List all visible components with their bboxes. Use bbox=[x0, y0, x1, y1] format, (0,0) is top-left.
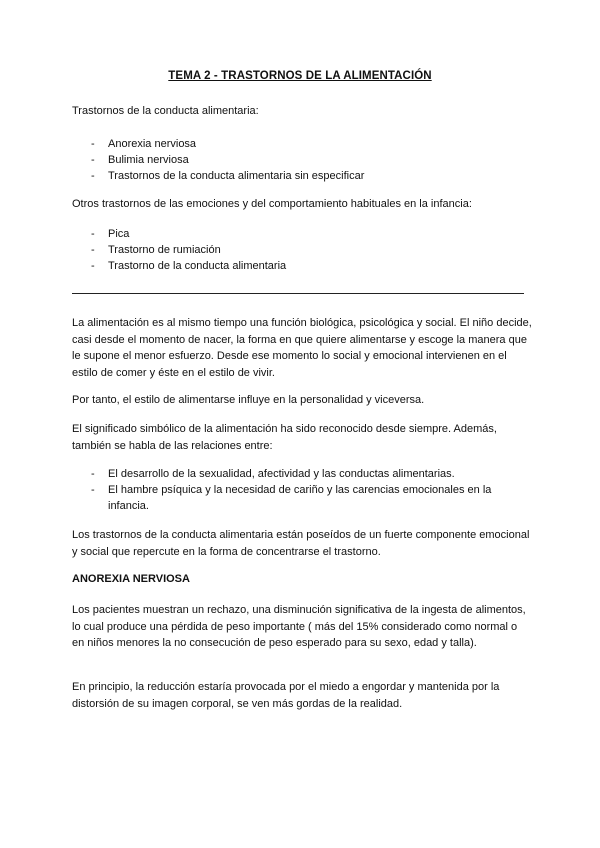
paragraph-alimentacion: La alimentación es al mismo tiempo una función biológica, psicológica y social. El niño decide, casi desde el momento de nacer, la forma en que quiere alimentarse y escoge la manera que le supone el menor esfuerzo. Desde ese momento lo social y emocional intervienen en el estilo de comer y éste en el estilo de vivir. bbox=[72, 317, 532, 379]
list-dash: - bbox=[91, 228, 95, 240]
paragraph-pacientes: Los pacientes muestran un rechazo, una disminución significativa de la ingesta de alimentos, lo cual produce una pérdida de peso importante ( más del 15% considerado como normal o en niños menores la no consecución de peso esperado para su sexo, edad y talla). bbox=[72, 604, 526, 649]
list-dash: - bbox=[91, 154, 95, 166]
list-item-text: Anorexia nerviosa bbox=[108, 138, 197, 150]
list-item bbox=[91, 136, 531, 152]
list-item-text: Trastorno de la conducta alimentaria bbox=[108, 260, 287, 272]
paragraph-trastornos-conducta: Los trastornos de la conducta alimentaria están poseídos de un fuerte componente emocional y social que repercute en la forma de concentrarse el trastorno. bbox=[72, 529, 530, 558]
list-item-text: El desarrollo de la sexualidad, afectividad y las conductas alimentarias. bbox=[108, 468, 455, 480]
paragraph-estilo: Por tanto, el estilo de alimentarse influye en la personalidad y viceversa. bbox=[72, 394, 425, 406]
list-item bbox=[91, 258, 531, 274]
list-dash: - bbox=[91, 138, 95, 150]
list-item-text: Pica bbox=[108, 228, 130, 240]
list-item-text: Trastorno de rumiación bbox=[108, 244, 221, 256]
list-otros-trastornos bbox=[91, 226, 531, 274]
paragraph-principio: En principio, la reducción estaría provocada por el miedo a engordar y mantenida por la distorsión de su imagen corporal, se ven más gordas de la realidad. bbox=[72, 681, 500, 710]
intro-conducta: Trastornos de la conducta alimentaria: bbox=[72, 105, 259, 117]
list-relaciones bbox=[91, 466, 531, 514]
horizontal-divider bbox=[72, 293, 524, 294]
list-item-text: El hambre psíquica y la necesidad de cariño y las carencias emocionales en la infancia. bbox=[108, 484, 492, 512]
list-item bbox=[91, 152, 531, 168]
list-dash: - bbox=[91, 468, 95, 480]
list-item bbox=[91, 466, 531, 482]
list-dash: - bbox=[91, 260, 95, 272]
intro-otros-trastornos: Otros trastornos de las emociones y del comportamiento habituales en la infancia: bbox=[72, 198, 472, 210]
list-dash: - bbox=[91, 170, 95, 182]
section-heading-anorexia: ANOREXIA NERVIOSA bbox=[72, 573, 190, 585]
paragraph-significado: El significado simbólico de la alimentación ha sido reconocido desde siempre. Además, también se habla de las relaciones entre: bbox=[72, 423, 497, 452]
list-item bbox=[91, 482, 531, 514]
list-dash: - bbox=[91, 244, 95, 256]
list-item-text: Bulimia nerviosa bbox=[108, 154, 189, 166]
list-item bbox=[91, 226, 531, 242]
list-trastornos-conducta bbox=[91, 136, 531, 184]
list-item bbox=[91, 168, 531, 184]
list-item bbox=[91, 242, 531, 258]
list-item-text: Trastornos de la conducta alimentaria sin especificar bbox=[108, 170, 365, 182]
page-title: TEMA 2 - TRASTORNOS DE LA ALIMENTACIÓN bbox=[168, 70, 432, 82]
list-dash: - bbox=[91, 484, 95, 496]
